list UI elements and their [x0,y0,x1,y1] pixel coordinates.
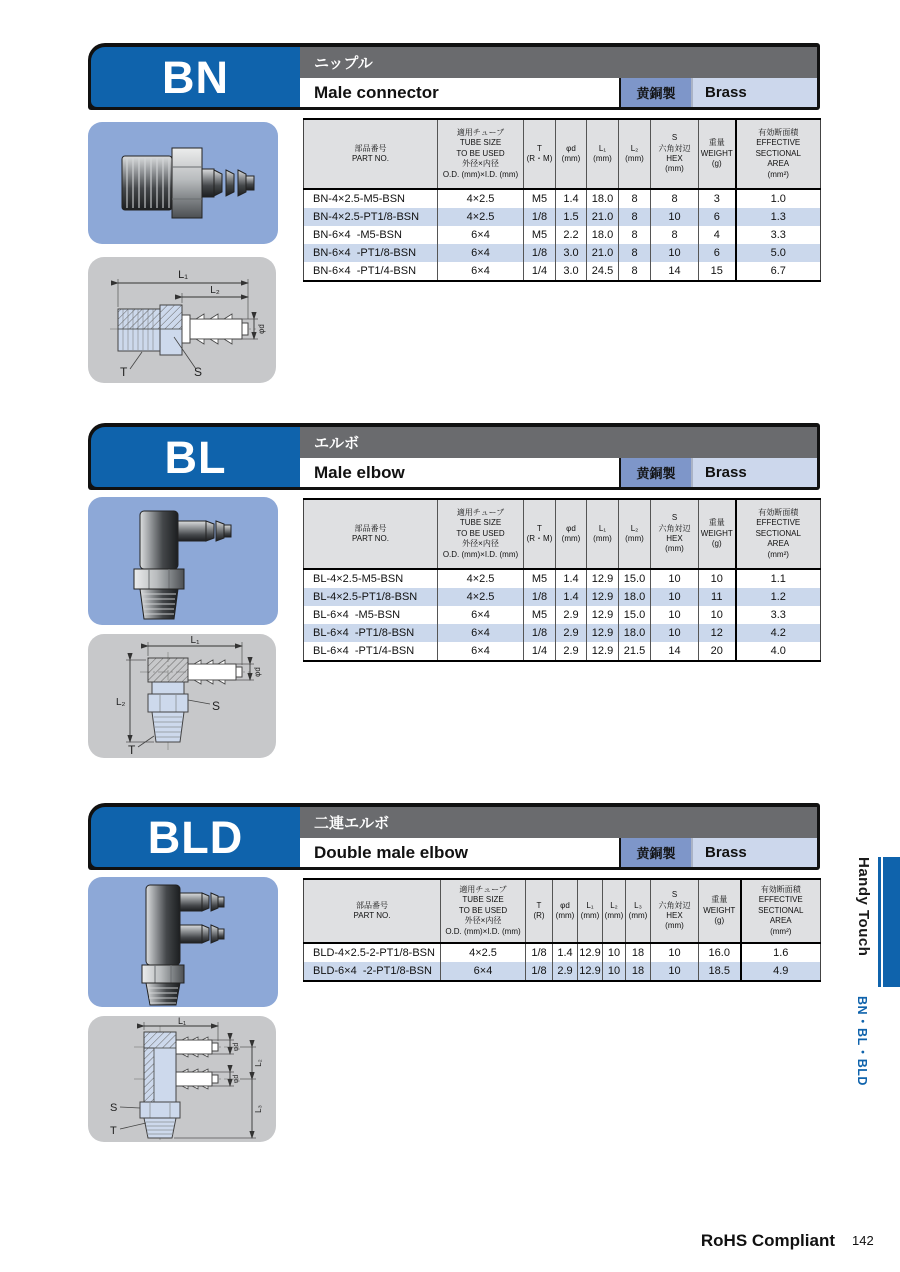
bld-dim-l2-label: L₂ [254,1059,263,1067]
column-header: 部品番号 PART NO. [304,879,441,943]
bld-dimension-diagram [88,1016,276,1142]
spec-value-cell: 2.2 [556,226,587,244]
table-row [304,642,821,661]
spec-value-cell: 8 [619,226,651,244]
spec-value-cell: 12.9 [578,962,603,981]
column-header: 重量 WEIGHT (g) [699,119,736,189]
column-header: 有効断面積 EFFECTIVE SECTIONAL AREA (mm²) [741,879,821,943]
spec-value-cell: 18 [626,962,651,981]
bl-table-body [304,569,821,661]
column-header: 適用チューブ TUBE SIZE TO BE USED 外径×内径 O.D. (mm)×I.D. (mm) [438,119,524,189]
spec-value-cell: 8 [619,262,651,281]
part-number-cell: BLD-4×2.5-2-PT1/8-BSN [313,947,435,959]
spec-value-cell: 1.4 [556,569,587,588]
bn-photo-art [88,122,278,244]
table-row [304,624,821,642]
bld-spec-table [303,878,821,982]
bld-product-code: BLD [147,811,244,863]
spec-value-cell: 4.2 [736,624,821,642]
section-bn [88,43,820,393]
spec-value-cell: 18.0 [619,588,651,606]
spec-value-cell: 2.9 [556,642,587,661]
part-number-cell: BL-6×4 -PT1/4-BSN [313,645,415,657]
bl-dimension-diagram [88,634,276,758]
bn-table-header-row [304,119,821,189]
spec-value-cell: 6×4 [438,244,524,262]
spec-value-cell: 4×2.5 [441,943,526,962]
part-number-cell: BL-4×2.5-M5-BSN [313,573,404,585]
bl-dim-l2-label: L₂ [116,697,126,708]
spec-value-cell: 1/4 [524,642,556,661]
spec-value-cell: 10 [651,962,699,981]
bl-table-header-row [304,499,821,569]
spec-value-cell: 10 [651,244,699,262]
spec-value-cell: 6 [699,244,736,262]
rohs-compliant-label: RoHS Compliant [700,1231,835,1250]
column-header: 重量 WEIGHT (g) [699,879,741,943]
spec-value-cell: 10 [603,962,626,981]
bn-title-row [300,78,817,107]
spec-value-cell: 4.0 [736,642,821,661]
part-number-cell: BL-6×4 -PT1/8-BSN [313,627,415,639]
table-row [304,962,821,981]
table-row [304,244,821,262]
spec-value-cell: 12.9 [587,624,619,642]
spec-value-cell: 4×2.5 [438,588,524,606]
spec-value-cell: 6×4 [438,226,524,244]
section-bld [88,803,820,1145]
spec-value-cell: 10 [651,624,699,642]
spec-value-cell: 10 [603,943,626,962]
column-header: L₂ (mm) [619,119,651,189]
bl-code-badge [91,427,300,487]
column-header: L₂ (mm) [603,879,626,943]
column-header: L₃ (mm) [626,879,651,943]
part-number-cell: BL-4×2.5-PT1/8-BSN [313,591,418,603]
spec-value-cell: 6×4 [441,962,526,981]
spec-value-cell: 14 [651,262,699,281]
bld-material-badge-en: Brass [691,838,817,867]
spec-value-cell: 4.9 [741,962,821,981]
table-row [304,189,821,208]
spec-value-cell: 18.0 [587,189,619,208]
spec-value-cell: 1/8 [526,962,553,981]
spec-value-cell: 15.0 [619,606,651,624]
column-header: T (R・M) [524,499,556,569]
bld-code-badge [91,807,300,867]
column-header: φd (mm) [553,879,578,943]
spec-value-cell: 11 [699,588,736,606]
spec-value-cell: 2.9 [556,624,587,642]
spec-value-cell: 6×4 [438,606,524,624]
spec-value-cell: 21.0 [587,208,619,226]
sidebar-blue-tab [878,857,900,987]
spec-value-cell: 1/8 [524,244,556,262]
spec-value-cell: 4 [699,226,736,244]
bn-diagram-art [88,257,276,383]
spec-value-cell: 1.4 [553,943,578,962]
bn-header [88,43,820,110]
bld-product-photo [88,877,278,1007]
bl-product-code: BL [164,431,227,483]
bl-dim-phid-label: φd [253,667,262,677]
part-number-cell: BN-4×2.5-PT1/8-BSN [313,211,420,223]
spec-value-cell: 18 [626,943,651,962]
spec-value-cell: M5 [524,226,556,244]
bld-table-body [304,943,821,981]
spec-value-cell: 8 [651,189,699,208]
column-header: L₂ (mm) [619,499,651,569]
spec-value-cell: 3 [699,189,736,208]
bn-title-jp: ニップル [300,47,817,78]
spec-value-cell: 1.5 [556,208,587,226]
spec-value-cell: 5.0 [736,244,821,262]
table-row [304,943,821,962]
bl-dim-l1-label: L₁ [190,635,200,646]
column-header: φd (mm) [556,499,587,569]
sidebar-models-label: BN・BL・BLD [855,996,869,1086]
spec-value-cell: 1/8 [526,943,553,962]
bld-photo-art [88,877,278,1007]
spec-value-cell: 6×4 [438,262,524,281]
spec-value-cell: 8 [619,208,651,226]
spec-value-cell: 20 [699,642,736,661]
spec-value-cell: 3.3 [736,606,821,624]
spec-value-cell: 1.0 [736,189,821,208]
part-number-cell: BN-6×4 -PT1/8-BSN [313,247,417,259]
column-header: φd (mm) [556,119,587,189]
spec-value-cell: 24.5 [587,262,619,281]
spec-value-cell: 6.7 [736,262,821,281]
table-row [304,208,821,226]
bn-dim-s-label: S [194,365,203,379]
spec-value-cell: 12.9 [578,943,603,962]
bn-dim-l1-label: L₁ [178,269,188,281]
spec-value-cell: 6×4 [438,642,524,661]
bld-dim-l3-label: L₃ [254,1105,263,1113]
bl-material-badge-jp: 黄銅製 [619,458,691,487]
spec-value-cell: 4×2.5 [438,208,524,226]
bld-dim-s-label: S [110,1102,118,1114]
column-header: 適用チューブ TUBE SIZE TO BE USED 外径×内径 O.D. (mm)×I.D. (mm) [438,499,524,569]
bl-spec-table [303,498,821,662]
spec-value-cell: 21.5 [619,642,651,661]
spec-value-cell: 18.0 [587,226,619,244]
sidebar-tab-stripe [881,857,883,987]
bl-dim-t-label: T [128,743,136,757]
bld-dim-phid1-label: φd [233,1042,240,1052]
table-row [304,262,821,281]
spec-value-cell: M5 [524,569,556,588]
bl-header [88,423,820,490]
spec-value-cell: 12.9 [587,588,619,606]
spec-value-cell: 15.0 [619,569,651,588]
spec-value-cell: 4×2.5 [438,569,524,588]
spec-value-cell: 8 [651,226,699,244]
spec-value-cell: 6 [699,208,736,226]
spec-value-cell: M5 [524,189,556,208]
spec-value-cell: 2.9 [556,606,587,624]
spec-value-cell: 2.9 [553,962,578,981]
spec-value-cell: 8 [619,244,651,262]
bn-dimension-diagram [88,257,276,383]
bn-material-badge-en: Brass [691,78,817,107]
spec-value-cell: 3.0 [556,244,587,262]
spec-value-cell: 12.9 [587,606,619,624]
table-row [304,226,821,244]
page-number: 142 [852,1233,874,1248]
bld-title-row [300,838,817,867]
column-header: 部品番号 PART NO. [304,499,438,569]
bld-dim-t-label: T [110,1125,117,1137]
bld-dim-l1-label: L₁ [177,1016,187,1026]
column-header: S 六角対辺 HEX (mm) [651,119,699,189]
column-header: L₁ (mm) [587,499,619,569]
bn-dim-l2-label: L₂ [210,285,220,296]
bld-title-jp: 二連エルボ [300,807,817,838]
bn-dim-t-label: T [120,365,128,379]
spec-value-cell: 10 [699,569,736,588]
spec-value-cell: 1/4 [524,262,556,281]
bl-title-en: Male elbow [314,462,405,482]
part-number-cell: BLD-6×4 -2-PT1/8-BSN [313,965,432,977]
bld-table-header-row [304,879,821,943]
spec-value-cell: 10 [651,606,699,624]
column-header: T (R) [526,879,553,943]
table-row [304,569,821,588]
spec-value-cell: 1.1 [736,569,821,588]
spec-value-cell: 10 [651,569,699,588]
bld-diagram-art [88,1016,276,1142]
spec-value-cell: 16.0 [699,943,741,962]
spec-value-cell: 14 [651,642,699,661]
spec-value-cell: 3.0 [556,262,587,281]
spec-value-cell: 1/8 [524,624,556,642]
column-header: 部品番号 PART NO. [304,119,438,189]
bld-dim-phid2-label: φd [233,1074,240,1084]
column-header: L₁ (mm) [578,879,603,943]
spec-value-cell: 4×2.5 [438,189,524,208]
table-row [304,606,821,624]
spec-value-cell: 1.4 [556,588,587,606]
part-number-cell: BL-6×4 -M5-BSN [313,609,401,621]
spec-value-cell: 10 [651,208,699,226]
bld-header [88,803,820,870]
bn-title-en: Male connector [314,82,439,102]
spec-value-cell: 1/8 [524,588,556,606]
column-header: L₁ (mm) [587,119,619,189]
table-row [304,588,821,606]
bn-dim-phid-label: φd [257,324,266,334]
spec-value-cell: 10 [651,588,699,606]
spec-value-cell: 1.4 [556,189,587,208]
bl-material-badge-en: Brass [691,458,817,487]
spec-value-cell: 18.0 [619,624,651,642]
column-header: 有効断面積 EFFECTIVE SECTIONAL AREA (mm²) [736,119,821,189]
bn-product-code: BN [162,51,229,103]
bn-product-photo [88,122,278,244]
column-header: 重量 WEIGHT (g) [699,499,736,569]
column-header: S 六角対辺 HEX (mm) [651,879,699,943]
bn-material-badge-jp: 黄銅製 [619,78,691,107]
bl-diagram-art [88,634,276,758]
bn-code-badge [91,47,300,107]
part-number-cell: BN-4×2.5-M5-BSN [313,193,406,205]
spec-value-cell: 8 [619,189,651,208]
spec-value-cell: 10 [651,943,699,962]
part-number-cell: BN-6×4 -M5-BSN [313,229,402,241]
spec-value-cell: 1.3 [736,208,821,226]
spec-value-cell: 3.3 [736,226,821,244]
bn-spec-table [303,118,821,282]
spec-value-cell: 12.9 [587,642,619,661]
spec-value-cell: 21.0 [587,244,619,262]
bl-title-jp: エルボ [300,427,817,458]
spec-value-cell: 1/8 [524,208,556,226]
spec-value-cell: 15 [699,262,736,281]
spec-value-cell: 6×4 [438,624,524,642]
section-bl [88,423,820,765]
bld-title-en: Double male elbow [314,842,468,862]
bl-photo-art [88,497,278,625]
spec-value-cell: 12 [699,624,736,642]
column-header: 適用チューブ TUBE SIZE TO BE USED 外径×内径 O.D. (mm)×I.D. (mm) [441,879,526,943]
bld-material-badge-jp: 黄銅製 [619,838,691,867]
bn-table-body [304,189,821,281]
column-header: 有効断面積 EFFECTIVE SECTIONAL AREA (mm²) [736,499,821,569]
column-header: T (R・M) [524,119,556,189]
spec-value-cell: 18.5 [699,962,741,981]
bl-dim-s-label: S [212,699,221,713]
sidebar-series-label: Handy Touch [855,857,872,957]
spec-value-cell: 1.2 [736,588,821,606]
bl-title-row [300,458,817,487]
bl-product-photo [88,497,278,625]
spec-value-cell: M5 [524,606,556,624]
part-number-cell: BN-6×4 -PT1/4-BSN [313,265,417,277]
spec-value-cell: 10 [699,606,736,624]
spec-value-cell: 1.6 [741,943,821,962]
spec-value-cell: 12.9 [587,569,619,588]
column-header: S 六角対辺 HEX (mm) [651,499,699,569]
